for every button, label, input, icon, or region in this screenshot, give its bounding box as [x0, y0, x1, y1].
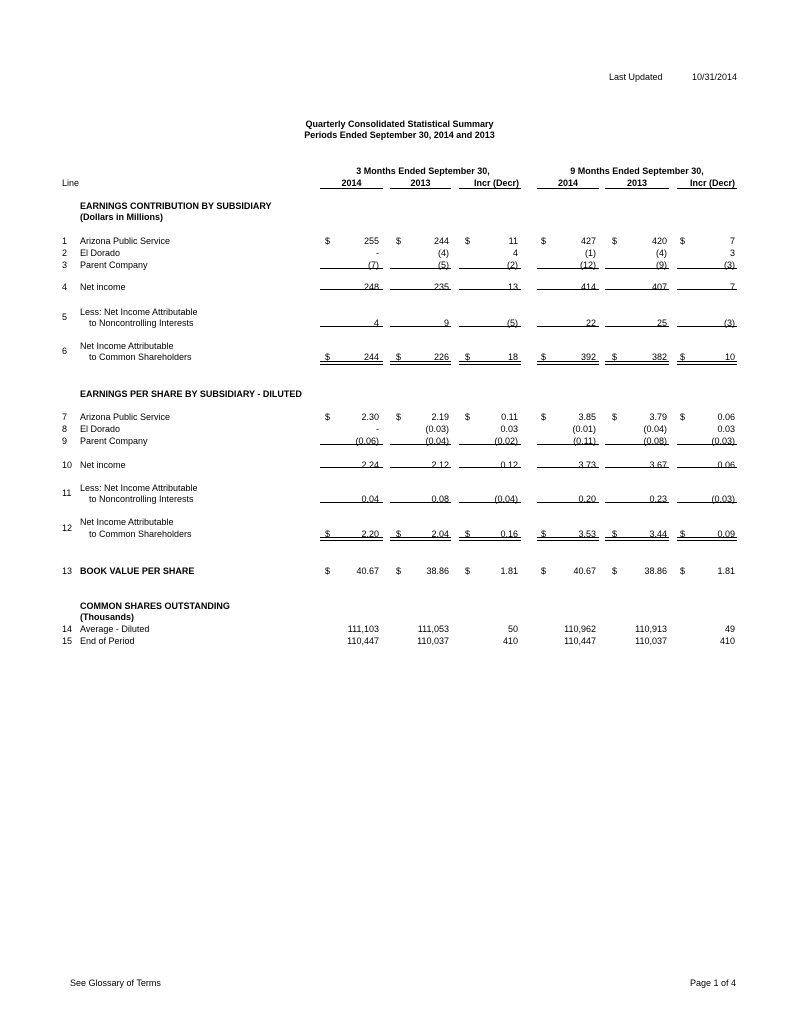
table-cell: 407 [651, 282, 667, 292]
table-cell: (0.06) [355, 436, 379, 446]
table-cell: 3.79 [649, 412, 667, 422]
table-cell: 11 [508, 236, 518, 246]
currency-symbol: $ [396, 412, 402, 422]
double-underline [459, 361, 521, 365]
column-header-underline [605, 188, 669, 189]
subtotal-underline [677, 268, 737, 269]
currency-symbol: $ [541, 412, 547, 422]
table-cell: 0.03 [717, 424, 735, 434]
table-cell: 111,053 [417, 624, 449, 634]
subtotal-underline [537, 444, 599, 445]
row-label: Net Income Attributable [80, 341, 174, 351]
currency-symbol: $ [325, 412, 331, 422]
row-label: El Dorado [80, 424, 121, 434]
table-cell: (2) [507, 260, 518, 270]
currency-symbol: $ [325, 529, 331, 539]
table-cell: 414 [580, 282, 596, 292]
row-label: Arizona Public Service [80, 236, 171, 246]
currency-symbol: $ [541, 566, 547, 576]
currency-symbol: $ [325, 236, 331, 246]
table-cell: 3.85 [578, 412, 596, 422]
subtotal-underline [605, 467, 669, 468]
subtotal-underline [459, 467, 521, 468]
table-cell: 0.09 [717, 529, 735, 539]
row-label: El Dorado [80, 248, 121, 258]
table-cell: 22 [585, 318, 596, 328]
currency-symbol: $ [396, 566, 402, 576]
table-cell: (0.04) [643, 424, 667, 434]
currency-symbol: $ [465, 529, 471, 539]
table-cell: 427 [580, 236, 596, 246]
line-number: 5 [62, 312, 68, 322]
table-cell: - [376, 424, 379, 434]
double-underline [677, 537, 737, 541]
subtotal-underline [320, 289, 383, 290]
table-cell: (0.04) [425, 436, 449, 446]
double-underline [390, 537, 451, 541]
row-label: Parent Company [80, 260, 148, 270]
subtotal-underline [320, 326, 383, 327]
line-number: 6 [62, 346, 68, 356]
subtotal-underline [605, 289, 669, 290]
table-cell: (0.03) [711, 436, 735, 446]
table-cell: 410 [502, 636, 518, 646]
column-group-9-months: 9 Months Ended September 30, [570, 166, 704, 176]
table-cell: 2.30 [361, 412, 379, 422]
table-cell: 2.24 [361, 460, 379, 470]
column-header-3: 2014 [557, 178, 579, 188]
double-underline [537, 361, 599, 365]
subtotal-underline [677, 467, 737, 468]
currency-symbol: $ [612, 352, 618, 362]
line-number: 7 [62, 412, 68, 422]
table-cell: 0.20 [578, 494, 596, 504]
table-cell: (0.03) [425, 424, 449, 434]
table-cell: 7 [729, 236, 735, 246]
table-cell: 40.67 [573, 566, 596, 576]
table-cell: (0.04) [494, 494, 518, 504]
subtotal-underline [537, 289, 599, 290]
table-cell: (4) [656, 248, 667, 258]
table-cell: 40.67 [356, 566, 379, 576]
column-header-underline [537, 188, 599, 189]
subtotal-underline [677, 326, 737, 327]
currency-symbol: $ [325, 352, 331, 362]
table-cell: 248 [363, 282, 379, 292]
subtotal-underline [320, 444, 383, 445]
table-cell: 382 [651, 352, 667, 362]
table-cell: 4 [373, 318, 379, 328]
table-cell: 0.12 [500, 460, 518, 470]
table-cell: 235 [433, 282, 449, 292]
subtotal-underline [459, 326, 521, 327]
line-number: 11 [62, 488, 72, 498]
currency-symbol: $ [325, 566, 331, 576]
table-cell: (5) [507, 318, 518, 328]
footer-page-number: Page 1 of 4 [690, 978, 737, 988]
table-cell: 392 [580, 352, 596, 362]
table-cell: 2.04 [431, 529, 449, 539]
table-cell: 0.06 [717, 460, 735, 470]
table-cell: 0.11 [501, 412, 518, 422]
table-cell: 110,447 [347, 636, 379, 646]
subtotal-underline [320, 467, 383, 468]
line-column-header: Line [62, 178, 80, 188]
table-cell: 226 [433, 352, 449, 362]
table-cell: 13 [507, 282, 518, 292]
line-number: 12 [62, 523, 73, 533]
table-cell: 0.16 [500, 529, 518, 539]
table-cell: 3.67 [649, 460, 667, 470]
double-underline [537, 537, 599, 541]
table-cell: 7 [729, 282, 735, 292]
table-cell: 110,913 [635, 624, 667, 634]
last-updated-date: 10/31/2014 [692, 72, 738, 82]
table-cell: 38.86 [644, 566, 667, 576]
table-cell: 3.73 [578, 460, 596, 470]
subtotal-underline [459, 502, 521, 503]
subtotal-underline [677, 502, 737, 503]
currency-symbol: $ [541, 352, 547, 362]
row-label: BOOK VALUE PER SHARE [80, 566, 195, 576]
currency-symbol: $ [541, 529, 547, 539]
table-cell: 110,447 [564, 636, 596, 646]
row-label-continued: to Common Shareholders [89, 529, 192, 539]
line-number: 1 [62, 236, 68, 246]
column-header-5: Incr (Decr) [689, 178, 735, 188]
column-header-4: 2013 [626, 178, 648, 188]
table-cell: 110,037 [635, 636, 667, 646]
subtotal-underline [677, 289, 737, 290]
currency-symbol: $ [612, 236, 618, 246]
line-number: 8 [62, 424, 68, 434]
currency-symbol: $ [680, 412, 686, 422]
subtotal-underline [459, 289, 521, 290]
table-cell: 38.86 [426, 566, 449, 576]
row-label: Less: Net Income Attributable [80, 307, 198, 317]
table-cell: 3.44 [649, 529, 667, 539]
column-header-1: 2013 [410, 178, 431, 188]
line-number: 13 [62, 566, 73, 576]
table-cell: 1.81 [500, 566, 518, 576]
table-cell: 0.04 [361, 494, 379, 504]
table-cell: 244 [433, 236, 449, 246]
row-label: Net Income Attributable [80, 517, 174, 527]
currency-symbol: $ [396, 236, 402, 246]
row-label: End of Period [80, 636, 135, 646]
table-cell: 3.53 [578, 529, 596, 539]
subtotal-underline [605, 326, 669, 327]
line-number: 4 [62, 282, 68, 292]
double-underline [605, 537, 669, 541]
currency-symbol: $ [465, 352, 471, 362]
subtotal-underline [459, 268, 521, 269]
table-cell: 2.12 [431, 460, 449, 470]
table-cell: 25 [656, 318, 667, 328]
currency-symbol: $ [680, 236, 686, 246]
subtotal-underline [390, 268, 451, 269]
table-cell: 410 [719, 636, 735, 646]
subtotal-underline [537, 467, 599, 468]
double-underline [677, 361, 737, 365]
row-label: Arizona Public Service [80, 412, 171, 422]
section-earnings-contribution: EARNINGS CONTRIBUTION BY SUBSIDIARY [80, 201, 272, 211]
report-title: Quarterly Consolidated Statistical Summary [305, 119, 494, 129]
currency-symbol: $ [612, 566, 618, 576]
table-cell: 0.08 [431, 494, 449, 504]
row-label: Less: Net Income Attributable [80, 483, 198, 493]
section-shares-outstanding-units: (Thousands) [80, 612, 134, 622]
subtotal-underline [390, 444, 451, 445]
currency-symbol: $ [612, 412, 618, 422]
double-underline [459, 537, 521, 541]
section-earnings-contribution-units: (Dollars in Millions) [80, 212, 164, 222]
table-cell: 3 [729, 248, 735, 258]
table-cell: 49 [724, 624, 735, 634]
section-shares-outstanding: COMMON SHARES OUTSTANDING [80, 601, 230, 611]
currency-symbol: $ [680, 566, 686, 576]
table-cell: (1) [585, 248, 596, 258]
table-cell: (5) [438, 260, 449, 270]
currency-symbol: $ [541, 236, 547, 246]
subtotal-underline [320, 502, 383, 503]
table-cell: (12) [579, 260, 596, 270]
table-cell: (3) [724, 318, 735, 328]
column-header-underline [390, 188, 451, 189]
line-number: 10 [62, 460, 73, 470]
table-cell: 1.81 [717, 566, 735, 576]
table-cell: (3) [724, 260, 735, 270]
subtotal-underline [320, 268, 383, 269]
currency-symbol: $ [465, 566, 471, 576]
double-underline [605, 361, 669, 365]
report-subtitle: Periods Ended September 30, 2014 and 2013 [304, 130, 495, 140]
table-cell: 0.03 [500, 424, 518, 434]
double-underline [320, 537, 383, 541]
subtotal-underline [677, 444, 737, 445]
currency-symbol: $ [465, 236, 471, 246]
currency-symbol: $ [612, 529, 618, 539]
row-label-continued: to Noncontrolling Interests [89, 318, 194, 328]
table-cell: (7) [368, 260, 379, 270]
subtotal-underline [390, 502, 451, 503]
line-number: 9 [62, 436, 68, 446]
currency-symbol: $ [396, 352, 402, 362]
column-header-2: Incr (Decr) [473, 178, 519, 188]
row-label: Net income [80, 282, 126, 292]
subtotal-underline [537, 326, 599, 327]
subtotal-underline [459, 444, 521, 445]
column-header-0: 2014 [341, 178, 362, 188]
table-cell: (4) [438, 248, 449, 258]
last-updated-label: Last Updated [609, 72, 663, 82]
table-cell: 0.23 [649, 494, 667, 504]
subtotal-underline [390, 289, 451, 290]
line-number: 14 [62, 624, 73, 634]
table-cell: - [376, 248, 379, 258]
table-cell: 2.20 [361, 529, 379, 539]
subtotal-underline [605, 502, 669, 503]
currency-symbol: $ [680, 529, 686, 539]
currency-symbol: $ [680, 352, 686, 362]
table-cell: (0.01) [572, 424, 596, 434]
subtotal-underline [605, 268, 669, 269]
row-label: Average - Diluted [80, 624, 150, 634]
subtotal-underline [537, 502, 599, 503]
table-cell: 110,037 [417, 636, 449, 646]
line-number: 2 [62, 248, 68, 258]
currency-symbol: $ [465, 412, 471, 422]
table-cell: 0.06 [717, 412, 735, 422]
table-cell: (0.03) [711, 494, 735, 504]
row-label: Net income [80, 460, 126, 470]
row-label: Parent Company [80, 436, 148, 446]
table-cell: 4 [512, 248, 518, 258]
double-underline [390, 361, 451, 365]
table-cell: (9) [656, 260, 667, 270]
currency-symbol: $ [396, 529, 402, 539]
double-underline [320, 361, 383, 365]
table-cell: 255 [363, 236, 379, 246]
table-cell: 18 [507, 352, 518, 362]
footer-glossary-note: See Glossary of Terms [70, 978, 161, 988]
table-cell: 9 [443, 318, 449, 328]
column-header-underline [459, 188, 521, 189]
table-cell: 110,962 [564, 624, 596, 634]
row-label-continued: to Common Shareholders [89, 352, 192, 362]
table-cell: (0.11) [573, 436, 596, 446]
section-eps-diluted: EARNINGS PER SHARE BY SUBSIDIARY - DILUTED [80, 389, 302, 399]
table-cell: 2.19 [431, 412, 449, 422]
subtotal-underline [390, 326, 451, 327]
table-cell: (0.08) [643, 436, 667, 446]
subtotal-underline [390, 467, 451, 468]
column-header-underline [677, 188, 737, 189]
table-cell: 244 [363, 352, 379, 362]
table-cell: 50 [507, 624, 518, 634]
row-label-continued: to Noncontrolling Interests [89, 494, 194, 504]
table-cell: 420 [651, 236, 667, 246]
line-number: 3 [62, 260, 68, 270]
table-cell: 111,103 [347, 624, 379, 634]
subtotal-underline [605, 444, 669, 445]
column-group-3-months: 3 Months Ended September 30, [356, 166, 490, 176]
column-header-underline [320, 188, 383, 189]
subtotal-underline [537, 268, 599, 269]
table-cell: (0.02) [494, 436, 518, 446]
line-number: 15 [62, 636, 73, 646]
table-cell: 10 [724, 352, 735, 362]
